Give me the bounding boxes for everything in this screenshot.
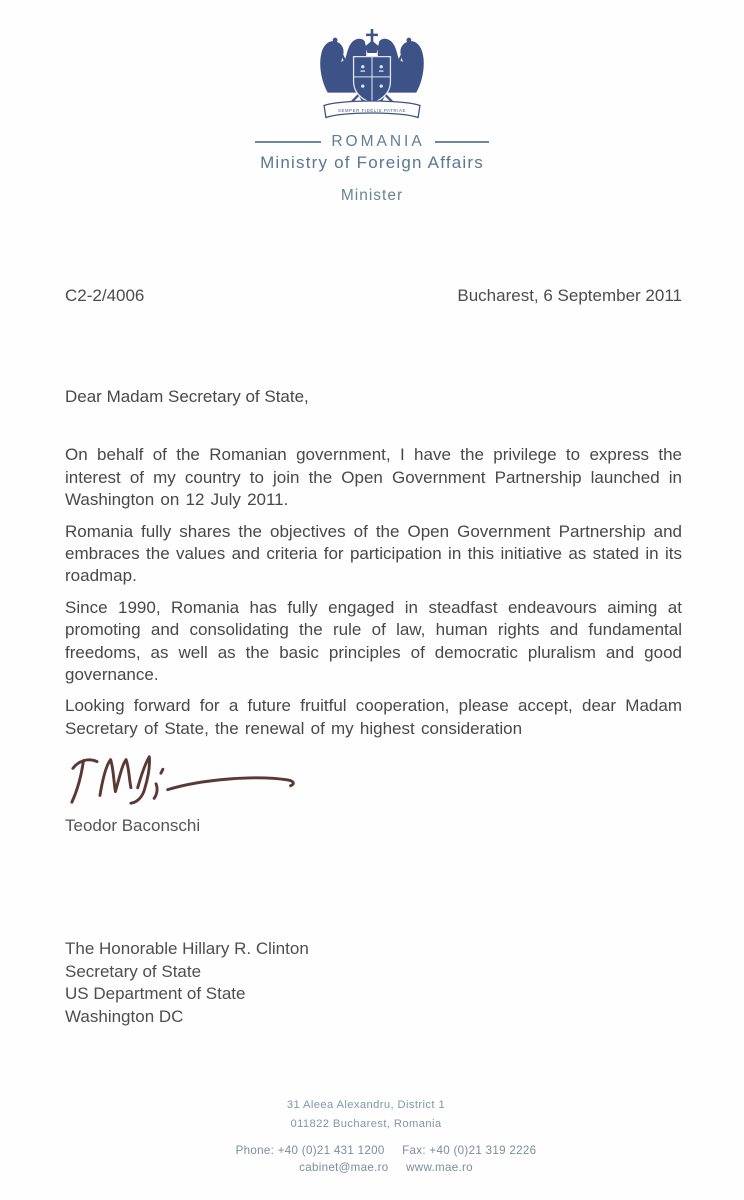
letterhead [0, 28, 744, 205]
recipient-city: Washington DC [65, 1006, 184, 1026]
country-name: ROMANIA [331, 133, 425, 150]
crest-motto: SEMPER FIDELIS PATRIAE [338, 107, 406, 113]
recipient-department: US Department of State [65, 984, 246, 1004]
footer-phone-fax-line [14, 1143, 744, 1160]
footer-contact [14, 1143, 744, 1176]
left-rule [255, 141, 321, 143]
ministry-name: Ministry of Foreign Affairs [260, 153, 484, 172]
letter-body [65, 386, 682, 838]
dateline: Bucharest, 6 September 2011 [457, 286, 682, 305]
footer-email: cabinet@mae.ro [299, 1160, 389, 1174]
footer-web-line [14, 1160, 744, 1177]
recipient-block [65, 938, 309, 1028]
body-paragraph-4: Looking forward for a future fruitful cooperation, please accept, dear Madam Secretary of State, the renewal of my highest consideration [65, 696, 682, 738]
handwritten-signature-icon [67, 749, 309, 809]
reference-number: C2-2/4006 [65, 286, 145, 305]
footer [0, 1096, 744, 1176]
country-row [255, 133, 488, 151]
romania-coat-of-arms-icon [313, 28, 431, 124]
reference-row [65, 286, 682, 306]
minister-title: Minister [340, 187, 404, 204]
body-paragraph-3: Since 1990, Romania has fully engaged in steadfast endeavours aiming at promoting and consolidating the rule of law, human rights and fundamental freedoms, as well as the basic principles of democratic pluralism and good governance. [65, 597, 682, 685]
footer-address-line1: 31 Aleea Alexandru, District 1 [286, 1099, 446, 1111]
footer-phone: Phone: +40 (0)21 431 1200 [235, 1144, 385, 1157]
recipient-title: Secretary of State [65, 961, 202, 981]
salutation: Dear Madam Secretary of State, [65, 387, 309, 406]
signature-block [65, 749, 682, 809]
footer-address [0, 1096, 738, 1134]
body-paragraph-1: On behalf of the Romanian government, I have the privilege to express the interest of my country to join the Open Government Partnership launched in Washington on 12 July 2011. [65, 445, 682, 510]
signatory-name: Teodor Baconschi [65, 816, 201, 836]
body-paragraph-2: Romania fully shares the objectives of the Open Government Partnership and embraces the values and criteria for participation in this initiative as stated in its roadmap. [65, 521, 682, 586]
recipient-name: The Honorable Hillary R. Clinton [65, 939, 309, 958]
right-rule [435, 141, 489, 143]
footer-website: www.mae.ro [406, 1160, 473, 1174]
footer-address-line2: 011822 Bucharest, Romania [290, 1118, 442, 1130]
footer-fax: Fax: +40 (0)21 319 2226 [402, 1144, 537, 1157]
